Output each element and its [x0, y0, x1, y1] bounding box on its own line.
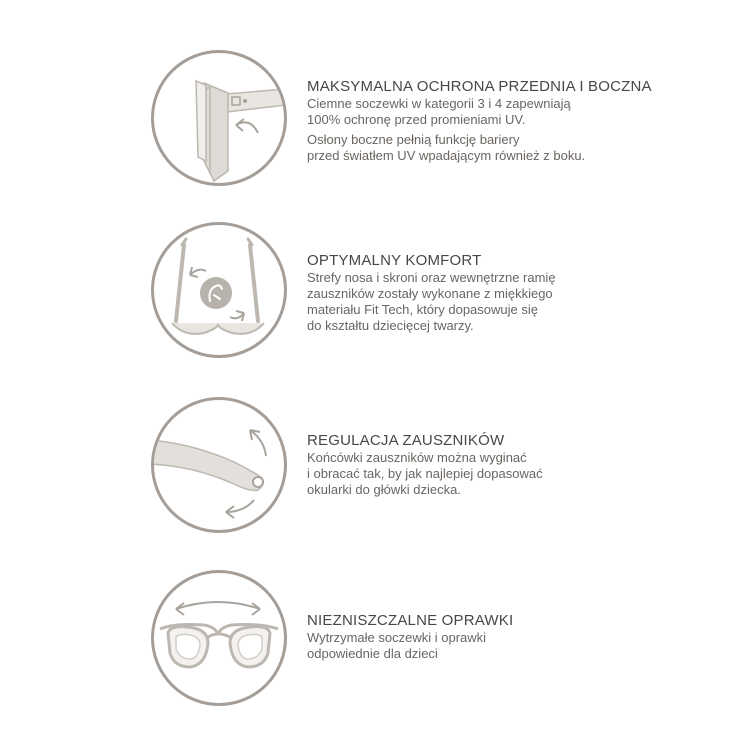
feature-title: NIEZNISZCZALNE OPRAWKI — [307, 612, 514, 629]
comfort-frame-icon — [154, 225, 284, 355]
flexible-frame-icon — [154, 573, 284, 703]
temple-adjust-icon — [154, 400, 284, 530]
feature-description: Ciemne soczewki w kategorii 3 i 4 zapewniają 100% ochronę przed promieniami UV. — [307, 96, 571, 127]
feature-icon-circle — [151, 50, 287, 186]
feature-description: Wytrzymałe soczewki i oprawki odpowiednie dla dzieci — [307, 630, 487, 661]
feature-title: MAKSYMALNA OCHRONA PRZEDNIA I BOCZNA — [307, 78, 652, 95]
feature-description: Osłony boczne pełnią funkcję bariery przed światłem UV wpadającym również z boku. — [307, 132, 586, 163]
feature-description: Strefy nosa i skroni oraz wewnętrzne ramię zauszników zostały wykonane z miękkiego materiału Fit Tech, który dopasowuje się do kształtu dziecięcej twarzy. — [307, 270, 556, 333]
side-shield-glasses-icon — [154, 53, 284, 183]
feature-title: OPTYMALNY KOMFORT — [307, 252, 482, 269]
feature-description: Końcówki zauszników można wyginać i obracać tak, by jak najlepiej dopasować okularki do główki dziecka. — [307, 450, 543, 497]
feature-icon-circle — [151, 397, 287, 533]
feature-title: REGULACJA ZAUSZNIKÓW — [307, 432, 505, 449]
feature-icon-circle — [151, 222, 287, 358]
feature-icon-circle — [151, 570, 287, 706]
